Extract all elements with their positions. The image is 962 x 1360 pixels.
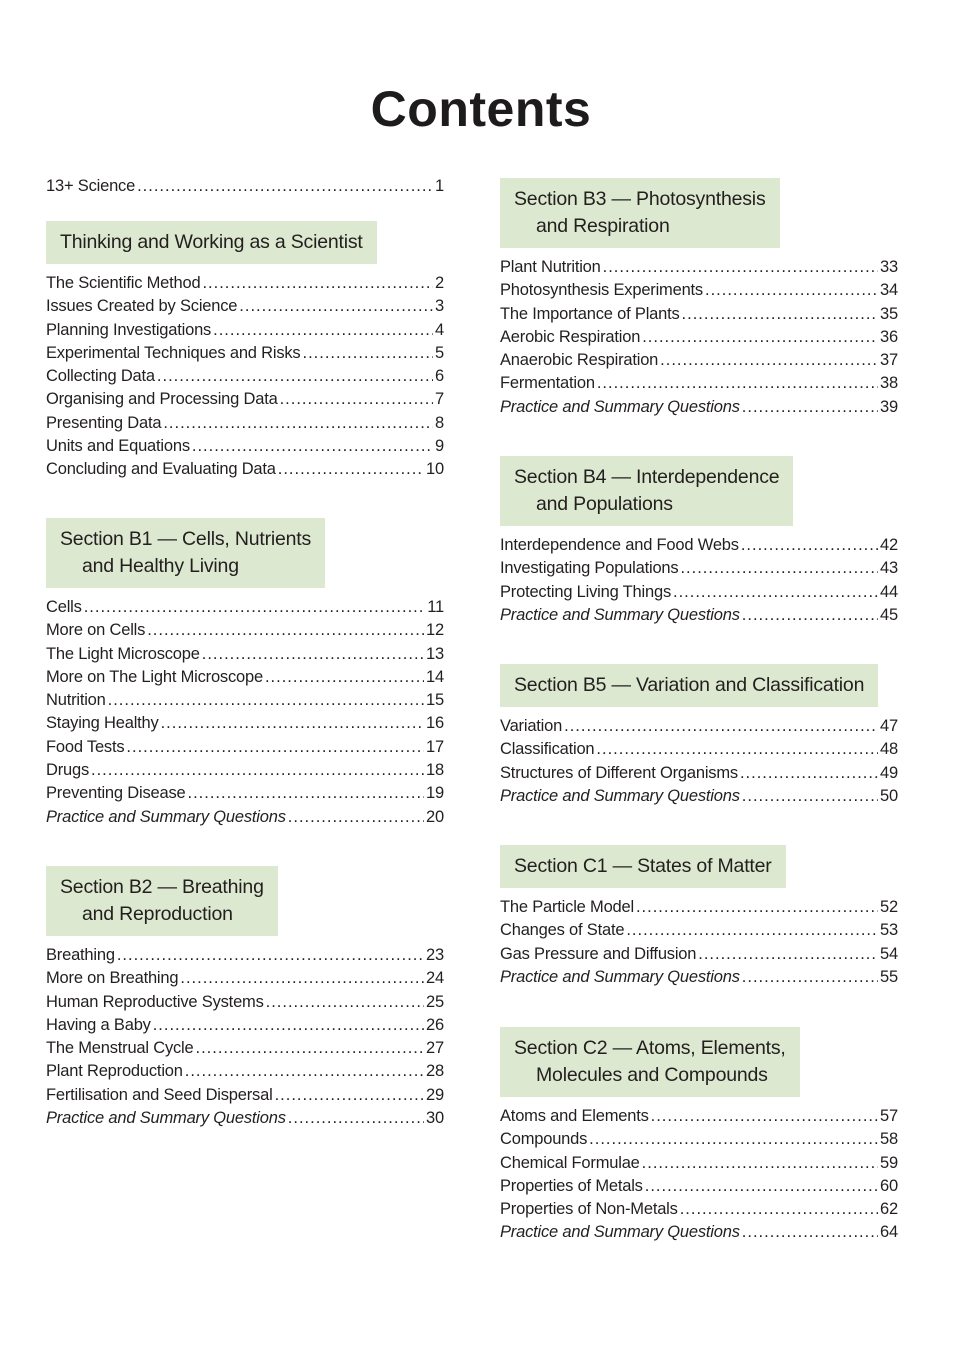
section-heading-line1: Section C2 — Atoms, Elements, xyxy=(514,1037,786,1059)
entry-label: Chemical Formulae xyxy=(500,1153,640,1172)
entry-page: 27 xyxy=(426,1039,444,1058)
dot-leader xyxy=(682,303,879,326)
toc-entry[interactable] xyxy=(500,604,898,627)
toc-entry[interactable] xyxy=(46,1060,444,1083)
dot-leader xyxy=(642,1152,878,1175)
toc-entry[interactable] xyxy=(500,256,898,279)
section-heading-text: Section C1 — States of Matter xyxy=(514,855,772,877)
entry-label: Compounds xyxy=(500,1130,588,1149)
dot-leader xyxy=(673,581,878,604)
section-heading-text: Section B5 — Variation and Classification xyxy=(514,674,865,696)
entry-page: 17 xyxy=(426,737,444,756)
dot-leader xyxy=(126,736,424,759)
entry-page: 60 xyxy=(880,1176,898,1195)
section-heading-b3 xyxy=(500,178,780,248)
section-heading-line1: Section B2 — Breathing xyxy=(60,876,264,898)
dot-leader xyxy=(239,295,433,318)
dot-leader xyxy=(636,896,878,919)
section-heading-line2: Molecules and Compounds xyxy=(536,1064,768,1086)
section-heading-b2 xyxy=(46,866,278,936)
entry-label: Classification xyxy=(500,740,595,759)
entry-label: Presenting Data xyxy=(46,413,162,432)
entry-page: 34 xyxy=(880,281,898,300)
toc-entry[interactable] xyxy=(500,1128,898,1151)
entry-label: 13+ Science xyxy=(46,177,136,195)
entry-label: Staying Healthy xyxy=(46,714,159,733)
right-column xyxy=(500,0,900,1360)
entry-label: Concluding and Evaluating Data xyxy=(46,460,276,479)
entry-label: Practice and Summary Questions xyxy=(500,605,740,624)
entry-label: Practice and Summary Questions xyxy=(46,807,286,826)
entry-label: Having a Baby xyxy=(46,1015,151,1034)
toc-entry[interactable] xyxy=(46,712,444,735)
entry-page: 13 xyxy=(426,644,444,663)
toc-entry[interactable] xyxy=(500,785,898,808)
toc-entry[interactable] xyxy=(46,458,444,481)
entry-page: 58 xyxy=(880,1130,898,1149)
section-block-b2 xyxy=(46,866,446,1130)
heading-gap xyxy=(46,936,446,944)
dot-leader xyxy=(740,762,878,785)
entry-label: Food Tests xyxy=(46,737,125,756)
toc-entry[interactable] xyxy=(46,643,444,666)
section-heading-line2: and Healthy Living xyxy=(82,555,239,577)
dot-leader xyxy=(645,1175,878,1198)
entry-label: Drugs xyxy=(46,761,90,780)
entry-page: 10 xyxy=(426,460,444,479)
entry-label: Properties of Non-Metals xyxy=(500,1200,678,1219)
intro-block xyxy=(46,175,446,198)
dot-leader xyxy=(626,919,878,942)
entry-page: 44 xyxy=(880,582,898,601)
entry-label: More on Breathing xyxy=(46,969,179,988)
dot-leader xyxy=(108,689,424,712)
dot-leader xyxy=(266,991,424,1014)
heading-gap xyxy=(46,264,446,272)
dot-leader xyxy=(589,1128,878,1151)
toc-entry[interactable] xyxy=(500,1105,898,1128)
dot-leader xyxy=(302,342,433,365)
entry-label: More on Cells xyxy=(46,621,146,640)
entry-page: 47 xyxy=(880,717,898,735)
entry-label: Human Reproductive Systems xyxy=(46,992,264,1011)
dot-leader xyxy=(288,1107,424,1130)
toc-entry[interactable] xyxy=(46,319,444,342)
toc-entry[interactable] xyxy=(500,919,898,942)
toc-entry[interactable] xyxy=(500,738,898,761)
section-block-b1 xyxy=(46,518,446,829)
page-title: Contents xyxy=(370,81,592,137)
entry-label: The Light Microscope xyxy=(46,644,200,663)
toc-entry[interactable] xyxy=(46,295,444,318)
toc-entry[interactable] xyxy=(46,991,444,1014)
section-block-b4 xyxy=(500,456,900,627)
entry-page: 50 xyxy=(880,786,898,805)
entry-label: Gas Pressure and Diffusion xyxy=(500,944,697,963)
dot-leader xyxy=(265,666,424,689)
section-heading-line1: Section B4 — Interdependence xyxy=(514,466,780,488)
entry-page: 1 xyxy=(435,177,444,195)
entry-page: 18 xyxy=(426,761,444,780)
dot-leader xyxy=(597,372,878,395)
toc-entry[interactable] xyxy=(46,342,444,365)
dot-leader xyxy=(698,943,878,966)
entry-label: Practice and Summary Questions xyxy=(500,397,740,416)
entry-label: Organising and Processing Data xyxy=(46,390,278,409)
entry-page: 43 xyxy=(880,559,898,578)
entry-label: Collecting Data xyxy=(46,367,155,386)
toc-entry[interactable] xyxy=(500,581,898,604)
toc-entry[interactable] xyxy=(46,412,444,435)
entry-page: 39 xyxy=(880,397,898,416)
entry-page: 4 xyxy=(435,320,444,339)
toc-entry[interactable] xyxy=(500,966,898,989)
section-block-c2 xyxy=(500,1027,900,1245)
dot-leader xyxy=(157,365,433,388)
toc-entry[interactable] xyxy=(500,1221,898,1244)
entry-page: 49 xyxy=(880,763,898,782)
entry-page: 15 xyxy=(426,691,444,710)
toc-entry[interactable] xyxy=(46,272,444,295)
dot-leader xyxy=(91,759,424,782)
dot-leader xyxy=(153,1014,424,1037)
toc-entry[interactable] xyxy=(500,303,898,326)
toc-entry[interactable] xyxy=(46,388,444,411)
entry-label: Anaerobic Respiration xyxy=(500,351,659,370)
entry-page: 64 xyxy=(880,1223,898,1242)
toc-entry[interactable] xyxy=(500,557,898,580)
dot-leader xyxy=(596,738,878,761)
entry-page: 36 xyxy=(880,327,898,346)
section-heading-b4 xyxy=(500,456,793,526)
entry-label: Changes of State xyxy=(500,921,625,940)
entry-page: 30 xyxy=(426,1109,444,1128)
toc-entry[interactable] xyxy=(46,1037,444,1060)
toc-entry[interactable] xyxy=(46,806,444,829)
entry-label: Fertilisation and Seed Dispersal xyxy=(46,1085,273,1104)
entry-label: Structures of Different Organisms xyxy=(500,763,738,782)
entry-label: Plant Nutrition xyxy=(500,258,601,276)
entry-label: Experimental Techniques and Risks xyxy=(46,343,301,362)
entry-page: 54 xyxy=(880,944,898,963)
toc-entry[interactable] xyxy=(500,349,898,372)
heading-gap xyxy=(46,588,446,596)
entry-page: 45 xyxy=(880,605,898,624)
section-heading-line2: and Respiration xyxy=(536,215,670,237)
entry-page: 8 xyxy=(435,413,444,432)
entry-label: Interdependence and Food Webs xyxy=(500,536,739,554)
section-list-b3 xyxy=(500,256,900,419)
entry-page: 12 xyxy=(426,621,444,640)
left-column xyxy=(46,0,446,1360)
dot-leader xyxy=(278,458,424,481)
section-block-b3 xyxy=(500,178,900,419)
section-list-b2 xyxy=(46,944,446,1130)
entry-page: 52 xyxy=(880,898,898,916)
dot-leader xyxy=(742,1221,878,1244)
entry-label: The Menstrual Cycle xyxy=(46,1039,194,1058)
section-heading-line2: and Reproduction xyxy=(82,903,233,925)
entry-page: 9 xyxy=(435,437,444,456)
entry-label: Issues Created by Science xyxy=(46,297,238,316)
dot-leader xyxy=(202,643,424,666)
toc-entry[interactable] xyxy=(500,396,898,419)
section-list-b1 xyxy=(46,596,446,829)
section-heading-c2 xyxy=(500,1027,800,1097)
entry-page: 42 xyxy=(880,536,898,554)
entry-page: 35 xyxy=(880,304,898,323)
entry-page: 25 xyxy=(426,992,444,1011)
toc-entry[interactable] xyxy=(46,1107,444,1130)
section-heading-line1: Section B1 — Cells, Nutrients xyxy=(60,528,312,550)
dot-leader xyxy=(651,1105,878,1128)
dot-leader xyxy=(660,349,878,372)
entry-label: Photosynthesis Experiments xyxy=(500,281,703,300)
heading-gap xyxy=(500,248,900,256)
dot-leader xyxy=(705,279,878,302)
entry-page: 55 xyxy=(880,967,898,986)
section-list-b4 xyxy=(500,534,900,627)
entry-label: The Scientific Method xyxy=(46,274,201,292)
entry-label: Fermentation xyxy=(500,374,595,393)
toc-entry[interactable] xyxy=(500,1152,898,1175)
dot-leader xyxy=(275,1084,424,1107)
section-list-b5 xyxy=(500,715,900,808)
entry-page: 57 xyxy=(880,1107,898,1125)
section-list-c1 xyxy=(500,896,900,989)
dot-leader xyxy=(213,319,433,342)
toc-entry[interactable] xyxy=(46,967,444,990)
toc-entry[interactable] xyxy=(46,1014,444,1037)
toc-entry[interactable] xyxy=(46,736,444,759)
dot-leader xyxy=(161,712,424,735)
toc-entry[interactable] xyxy=(46,596,444,619)
section-heading-line1: Section B3 — Photosynthesis xyxy=(514,188,766,210)
entry-label: Plant Reproduction xyxy=(46,1062,183,1081)
heading-gap xyxy=(500,707,900,715)
dot-leader xyxy=(280,388,433,411)
entry-label: The Importance of Plants xyxy=(500,304,680,323)
dot-leader xyxy=(603,256,878,279)
dot-leader xyxy=(742,785,878,808)
entry-page: 53 xyxy=(880,921,898,940)
entry-label: Practice and Summary Questions xyxy=(500,786,740,805)
entry-page: 3 xyxy=(435,297,444,316)
toc-entry[interactable] xyxy=(500,372,898,395)
section-heading-line2: and Populations xyxy=(536,493,673,515)
dot-leader xyxy=(741,534,878,557)
dot-leader xyxy=(680,1198,878,1221)
heading-gap xyxy=(500,888,900,896)
toc-entry[interactable] xyxy=(46,619,444,642)
entry-page: 38 xyxy=(880,374,898,393)
entry-page: 20 xyxy=(426,807,444,826)
section-heading-b5 xyxy=(500,664,878,707)
section-block-b5 xyxy=(500,664,900,808)
dot-leader xyxy=(680,557,878,580)
entry-label: Planning Investigations xyxy=(46,320,212,339)
entry-page: 33 xyxy=(880,258,898,276)
section-heading-c1 xyxy=(500,845,786,888)
dot-leader xyxy=(202,272,433,295)
toc-entry[interactable] xyxy=(46,435,444,458)
entry-page: 14 xyxy=(426,667,444,686)
entry-label: Nutrition xyxy=(46,691,106,710)
entry-label: Practice and Summary Questions xyxy=(500,967,740,986)
entry-page: 23 xyxy=(426,946,444,964)
dot-leader xyxy=(185,1060,424,1083)
entry-label: Breathing xyxy=(46,946,115,964)
heading-gap xyxy=(500,526,900,534)
entry-page: 16 xyxy=(426,714,444,733)
dot-leader xyxy=(147,619,424,642)
toc-entry[interactable] xyxy=(500,715,898,738)
entry-page: 2 xyxy=(435,274,444,292)
toc-entry[interactable] xyxy=(500,1175,898,1198)
heading-gap xyxy=(500,1097,900,1105)
entry-label: Protecting Living Things xyxy=(500,582,671,601)
dot-leader xyxy=(192,435,433,458)
dot-leader xyxy=(180,967,424,990)
toc-entry[interactable] xyxy=(46,782,444,805)
dot-leader xyxy=(84,596,426,619)
entry-page: 37 xyxy=(880,351,898,370)
entry-label: Cells xyxy=(46,598,82,616)
entry-page: 48 xyxy=(880,740,898,759)
dot-leader xyxy=(288,806,424,829)
entry-label: Variation xyxy=(500,717,563,735)
entry-label: Practice and Summary Questions xyxy=(500,1223,740,1242)
section-block-c1 xyxy=(500,845,900,989)
entry-page: 29 xyxy=(426,1085,444,1104)
toc-entry[interactable] xyxy=(500,896,898,919)
section-list-c2 xyxy=(500,1105,900,1245)
entry-page: 11 xyxy=(427,598,444,616)
entry-label: More on The Light Microscope xyxy=(46,667,263,686)
entry-page: 62 xyxy=(880,1200,898,1219)
section-heading-b1 xyxy=(46,518,325,588)
toc-entry[interactable] xyxy=(46,666,444,689)
toc-entry[interactable] xyxy=(500,1198,898,1221)
toc-entry[interactable] xyxy=(46,365,444,388)
entry-label: Investigating Populations xyxy=(500,559,679,578)
entry-label: Units and Equations xyxy=(46,437,190,456)
dot-leader xyxy=(642,326,878,349)
dot-leader xyxy=(137,175,433,198)
entry-page: 24 xyxy=(426,969,444,988)
dot-leader xyxy=(196,1037,425,1060)
toc-entry[interactable] xyxy=(46,759,444,782)
entry-label: Aerobic Respiration xyxy=(500,327,641,346)
entry-label: Preventing Disease xyxy=(46,784,186,803)
dot-leader xyxy=(742,396,878,419)
dot-leader xyxy=(742,604,878,627)
dot-leader xyxy=(163,412,433,435)
dot-leader xyxy=(117,944,424,967)
toc-entry[interactable] xyxy=(500,534,898,557)
entry-page: 5 xyxy=(435,343,444,362)
entry-page: 26 xyxy=(426,1015,444,1034)
entry-page: 59 xyxy=(880,1153,898,1172)
entry-page: 19 xyxy=(426,784,444,803)
entry-page: 7 xyxy=(435,390,444,409)
toc-entry[interactable] xyxy=(500,279,898,302)
entry-label: The Particle Model xyxy=(500,898,634,916)
dot-leader xyxy=(187,782,424,805)
dot-leader xyxy=(564,715,878,738)
toc-entry-intro[interactable] xyxy=(46,175,444,198)
toc-entry[interactable] xyxy=(46,944,444,967)
entry-page: 28 xyxy=(426,1062,444,1081)
toc-entry[interactable] xyxy=(500,762,898,785)
entry-label: Properties of Metals xyxy=(500,1176,643,1195)
toc-entry[interactable] xyxy=(500,326,898,349)
section-heading-thinking xyxy=(46,221,377,264)
section-block-thinking xyxy=(46,221,446,482)
section-heading-text: Thinking and Working as a Scientist xyxy=(60,231,363,253)
entry-label: Atoms and Elements xyxy=(500,1107,649,1125)
toc-entry[interactable] xyxy=(500,943,898,966)
toc-entry[interactable] xyxy=(46,689,444,712)
dot-leader xyxy=(742,966,878,989)
section-list-thinking xyxy=(46,272,446,482)
entry-page: 6 xyxy=(435,367,444,386)
toc-entry[interactable] xyxy=(46,1084,444,1107)
entry-label: Practice and Summary Questions xyxy=(46,1109,286,1128)
